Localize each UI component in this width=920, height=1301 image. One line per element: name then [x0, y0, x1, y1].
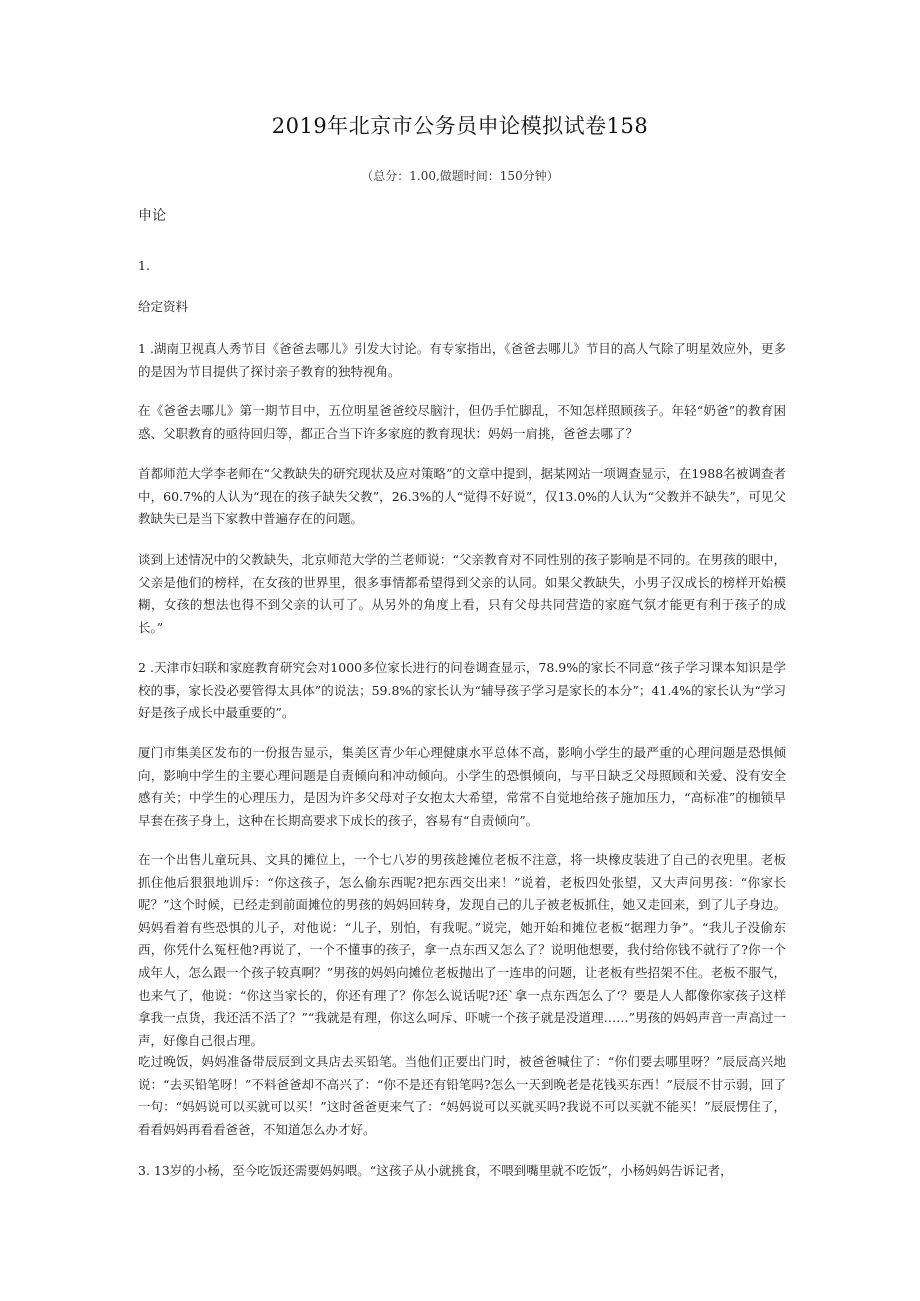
paragraph: 在《爸爸去哪儿》第一期节目中，五位明星爸爸绞尽脑汁，但仍手忙脚乱，不知怎样照顾孩子。年轻“奶爸”的教育困惑、父职教育的亟待回归等，都正合当下许多家庭的教育现状：妈妈一肩挑，爸爸去哪了？ [138, 403, 786, 441]
paragraph: 1 .湖南卫视真人秀节目《爸爸去哪儿》引发大讨论。有专家指出，《爸爸去哪儿》节目的高人气除了明星效应外，更多的是因为节目提供了探讨亲子教育的独特视角。 [138, 341, 786, 379]
material-label: 给定资料 [138, 299, 189, 314]
paragraph: 3. 13岁的小杨，至今吃饭还需要妈妈喂。“这孩子从小就挑食，不喂到嘴里就不吃饭”，小杨妈妈告诉记者， [138, 1163, 733, 1178]
exam-info: （总分：1.00,做题时间：150分钟） [361, 169, 559, 183]
paragraph: 在一个出售儿童玩具、文具的摊位上，一个七八岁的男孩趁摊位老板不注意，将一块橡皮装进了自己的衣兜里。老板抓住他后狠狠地训斥：“你这孩子，怎么偷东西呢?把东西交出来！”说着，老板四处张望，又大声问男孩：“你家长呢？”这个时候，已经走到前面摊位的男孩的妈妈回转身，发现自己的儿子被老板抓住，她又走回来，到了儿子身边。妈妈看着有些恐惧的儿子，对他说：“儿子，别怕，有我呢。”说完，她开始和摊位老板“据理力争”。“我儿子没偷东西，你凭什么冤枉他?再说了，一个不懂事的孩子，拿一点东西又怎么了？说明他想要，我付给你钱不就行了?你一个成年人，怎么跟一个孩子较真啊？”男孩的妈妈向摊位老板抛出了一连串的问题，让老板有些招架不住。老板不服气，也来气了，他说：“你这当家长的，你还有理了？你怎么说话呢?还`拿一点东西怎么了‘？要是人人都像你家孩子这样拿我一点货，我还活不活了？”“我就是有理，你这么呵斥、吓唬一个孩子就是没道理……”男孩的妈妈声音一声高过一声，好像自己很占理。 [138, 852, 786, 1048]
paragraph: 厦门市集美区发布的一份报告显示，集美区青少年心理健康水平总体不高，影响小学生的最严重的心理问题是恐惧倾向，影响中学生的主要心理问题是自责倾向和冲动倾向。小学生的恐惧倾向，与平日缺乏父母照顾和关爱、没有安全感有关；中学生的心理压力，是因为许多父母对子女抱太大希望，常常不自觉地给孩子施加压力，“高标准”的枷锁早早套在孩子身上，这种在长期高要求下成长的孩子，容易有“自责倾向”。 [138, 745, 786, 828]
paragraph: 谈到上述情况中的父教缺失，北京师范大学的兰老师说：“父亲教育对不同性别的孩子影响是不同的。在男孩的眼中，父亲是他们的榜样，在女孩的世界里，很多事情都希望得到父亲的认同。如果父教缺失，小男子汉成长的榜样开始模糊，女孩的想法也得不到父亲的认可了。从另外的角度上看，只有父母共同营造的家庭气氛才能更有利于孩子的成长。” [138, 552, 786, 635]
paragraph: 吃过晚饭，妈妈准备带辰辰到文具店去买铅笔。当他们正要出门时，被爸爸喊住了：“你们要去哪里呀？”辰辰高兴地说：“去买铅笔呀！”不料爸爸却不高兴了：“你不是还有铅笔吗?怎么一天到晚老是花钱买东西！”辰辰不甘示弱，回了一句：“妈妈说可以买就可以买！”这时爸爸更来气了：“妈妈说可以买就买吗?我说不可以买就不能买！”辰辰愣住了，看看妈妈再看看爸爸，不知道怎么办才好。 [138, 1054, 786, 1137]
document-title: 2019年北京市公务员申论模拟试卷158 [271, 114, 649, 138]
paragraph: 2 .天津市妇联和家庭教育研究会对1000多位家长进行的问卷调查显示，78.9%的家长不同意“孩子学习课本知识是学校的事，家长没必要管得太具体”的说法；59.8%的家长认为“辅导孩子学习是家长的本分”；41.4%的家长认为“学习好是孩子成长中最重要的”。 [138, 660, 786, 721]
section-heading: 申论 [138, 208, 166, 224]
paragraph: 首都师范大学李老师在“父教缺失的研究现状及应对策略”的文章中提到，据某网站一项调查显示，在1988名被调查者中，60.7%的人认为“现在的孩子缺失父教”，26.3%的人“觉得不好说”，仅13.0%的人认为“父教并不缺失”，可见父教缺失已是当下家教中普遍存在的问题。 [138, 466, 786, 527]
question-number: 1. [138, 258, 150, 273]
